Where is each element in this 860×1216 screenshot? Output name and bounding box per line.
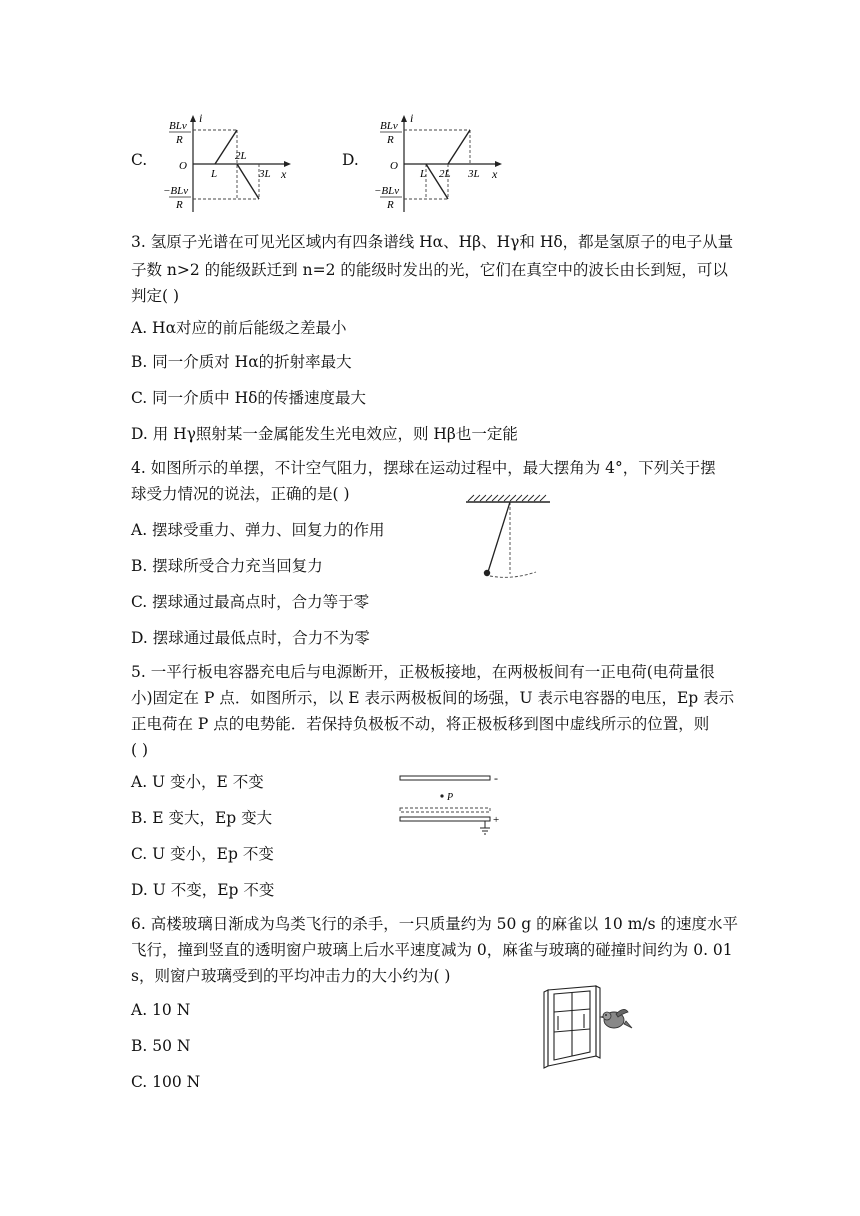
graph-d <box>366 112 506 214</box>
graph-c-bot-den: R <box>176 199 183 211</box>
q3-stem-line-3: 判定( ) <box>131 287 180 305</box>
graph-c-x2: 2L <box>235 150 247 162</box>
pendulum-string <box>488 502 510 572</box>
graph-c-bot-label: −BLv <box>163 185 189 197</box>
graph-d-top-label: BLv <box>380 120 398 132</box>
option-d-label: D. <box>342 151 359 169</box>
graph-c-top-den: R <box>176 134 183 146</box>
capacitor-minus-sign: - <box>494 771 498 785</box>
q3-option-c: C. 同一介质中 Hδ的传播速度最大 <box>131 389 366 407</box>
graph-d-bot-den: R <box>387 199 394 211</box>
q4-stem-line-1: 4. 如图所示的单摆，不计空气阻力，摆球在运动过程中，最大摆角为 4°，下列关于摆 <box>131 459 716 477</box>
graph-c-curve-fall <box>237 164 259 199</box>
q5-option-d: D. U 不变，Ep 不变 <box>131 881 275 899</box>
q3-option-d: D. 用 Hγ照射某一金属能发生光电效应，则 Hβ也一定能 <box>131 425 518 443</box>
graph-d-y-label: i <box>410 112 414 125</box>
graph-d-y-arrow <box>401 115 407 122</box>
q5-stem-line-2: 小)固定在 P 点．如图所示，以 E 表示两极板间的场强，U 表示电容器的电压，Ep 表示 <box>131 689 735 707</box>
q6-option-b: B. 50 N <box>131 1037 191 1055</box>
graph-d-x1: L <box>420 168 427 180</box>
graph-d-origin: O <box>390 160 398 172</box>
sparrow-icon <box>599 1009 632 1028</box>
q4-option-d: D. 摆球通过最低点时，合力不为零 <box>131 629 370 647</box>
capacitor-moved-plate <box>400 808 490 812</box>
q5-stem-line-4: ( ) <box>131 741 149 759</box>
q4-option-b: B. 摆球所受合力充当回复力 <box>131 557 323 575</box>
q6-stem-line-3: s，则窗户玻璃受到的平均冲击力的大小约为( ) <box>131 967 451 985</box>
graph-c-x3: 3L <box>259 168 271 180</box>
q5-option-a: A. U 变小，E 不变 <box>131 773 264 791</box>
graph-d-bot-label: −BLv <box>374 185 400 197</box>
option-c-label: C. <box>131 151 148 169</box>
graph-d-x2: 2L <box>439 168 451 180</box>
capacitor-positive-plate <box>400 817 490 821</box>
q4-option-c: C. 摆球通过最高点时，合力等于零 <box>131 593 370 611</box>
graph-c-y-label: i <box>199 112 203 125</box>
pendulum-bob <box>484 570 490 576</box>
graph-c <box>155 112 295 214</box>
capacitor-figure <box>396 770 506 836</box>
q6-option-c: C. 100 N <box>131 1073 201 1091</box>
q5-option-b: B. E 变大，Ep 变大 <box>131 809 273 827</box>
q5-option-c: C. U 变小，Ep 不变 <box>131 845 274 863</box>
window-bird-figure <box>540 984 636 1070</box>
graph-c-x1: L <box>211 168 218 180</box>
pendulum-figure <box>462 492 554 582</box>
q6-option-a: A. 10 N <box>131 1001 191 1019</box>
capacitor-negative-plate <box>400 776 490 780</box>
q3-stem-line-2: 子数 n>2 的能级跃迁到 n=2 的能级时发出的光，它们在真空中的波长由长到短，可以 <box>131 261 728 279</box>
graph-c-top-label: BLv <box>169 120 187 132</box>
graph-c-y-arrow <box>190 115 196 122</box>
graph-d-top-den: R <box>387 134 394 146</box>
q3-stem-line-1: 3. 氢原子光谱在可见光区域内有四条谱线 Hα、Hβ、Hγ和 Hδ，都是氢原子的电子从量 <box>131 233 734 251</box>
graph-c-x-label: x <box>281 167 287 181</box>
q3-option-a: A. Hα对应的前后能级之差最小 <box>131 319 347 337</box>
q3-option-b: B. 同一介质对 Hα的折射率最大 <box>131 353 352 371</box>
q5-stem-line-1: 5. 一平行板电容器充电后与电源断开，正极板接地，在两极板间有一正电荷(电荷量很 <box>131 663 715 681</box>
graph-d-x-label: x <box>492 167 498 181</box>
pendulum-arc <box>490 572 536 577</box>
q6-stem-line-2: 飞行，撞到竖直的透明窗户玻璃上后水平速度减为 0，麻雀与玻璃的碰撞时间约为 0. 01 <box>131 941 733 959</box>
q4-option-a: A. 摆球受重力、弹力、回复力的作用 <box>131 521 385 539</box>
window-icon <box>544 986 600 1068</box>
graph-d-curve-rise <box>448 130 470 164</box>
graph-c-curve-rise <box>215 130 237 164</box>
graph-d-x3: 3L <box>468 168 480 180</box>
graph-c-origin: O <box>179 160 187 172</box>
q5-stem-line-3: 正电荷在 P 点的电势能．若保持负极板不动，将正极板移到图中虚线所示的位置，则 <box>131 715 710 733</box>
q6-stem-line-1: 6. 高楼玻璃日渐成为鸟类飞行的杀手，一只质量约为 50 g 的麻雀以 10 m/s 的速度水平 <box>131 915 739 933</box>
q4-stem-line-2: 球受力情况的说法，正确的是( ) <box>131 485 350 503</box>
charge-point-p <box>440 794 443 797</box>
capacitor-plus-sign: + <box>493 814 500 826</box>
charge-point-label: P <box>447 792 454 803</box>
